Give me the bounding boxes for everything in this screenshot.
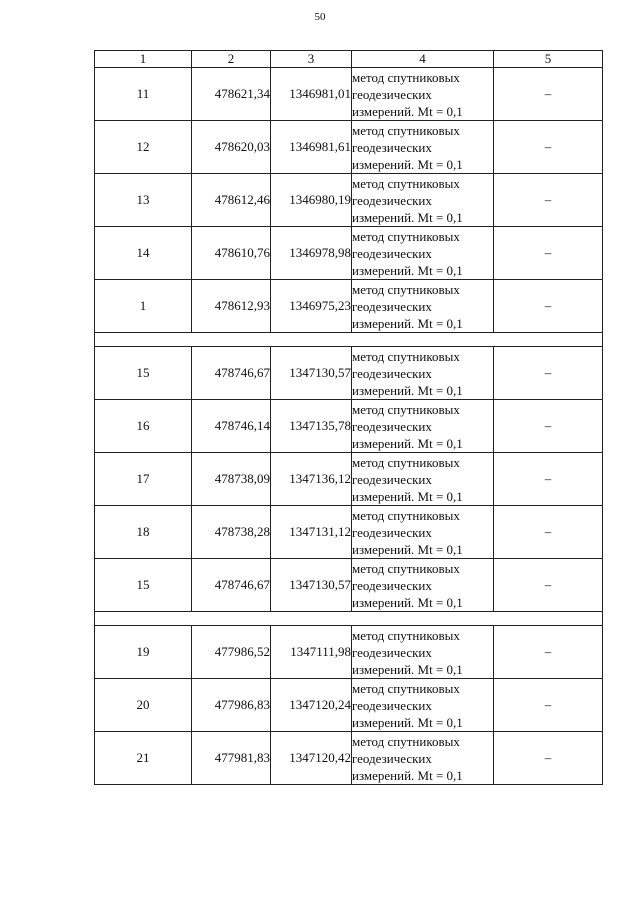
coordinate-x-cell: 478746,67 bbox=[192, 559, 271, 612]
method-line: измерений. Mt = 0,1 bbox=[352, 209, 463, 225]
point-number-cell: 19 bbox=[95, 626, 192, 679]
method-cell bbox=[352, 732, 494, 785]
note-cell: – bbox=[494, 227, 603, 280]
table-row bbox=[95, 679, 603, 732]
method-line: геодезических bbox=[352, 365, 432, 381]
coordinate-y-cell: 1346981,61 bbox=[271, 121, 352, 174]
table-row bbox=[95, 626, 603, 679]
method-line: геодезических bbox=[352, 86, 432, 102]
coordinate-y-cell: 1347130,57 bbox=[271, 347, 352, 400]
header-col-1: 1 bbox=[95, 51, 192, 68]
point-number-cell: 18 bbox=[95, 506, 192, 559]
method-cell bbox=[352, 68, 494, 121]
method-line: измерений. Mt = 0,1 bbox=[352, 315, 463, 331]
point-number-cell: 15 bbox=[95, 347, 192, 400]
note-cell: – bbox=[494, 280, 603, 333]
page-number: 50 bbox=[314, 11, 326, 23]
coordinate-x-cell: 478612,46 bbox=[192, 174, 271, 227]
coordinate-x-cell: 478746,67 bbox=[192, 347, 271, 400]
coordinate-y-cell: 1347135,78 bbox=[271, 400, 352, 453]
header-col-4: 4 bbox=[352, 51, 494, 68]
method-cell bbox=[352, 227, 494, 280]
table-row bbox=[95, 174, 603, 227]
table-row bbox=[95, 453, 603, 506]
note-cell: – bbox=[494, 506, 603, 559]
method-line: измерений. Mt = 0,1 bbox=[352, 661, 463, 677]
method-line: метод спутниковых bbox=[352, 69, 460, 85]
note-cell: – bbox=[494, 174, 603, 227]
method-line: измерений. Mt = 0,1 bbox=[352, 714, 463, 730]
point-number-cell: 20 bbox=[95, 679, 192, 732]
note-cell: – bbox=[494, 400, 603, 453]
method-line: геодезических bbox=[352, 418, 432, 434]
note-cell: – bbox=[494, 347, 603, 400]
header-col-2: 2 bbox=[192, 51, 271, 68]
method-line: измерений. Mt = 0,1 bbox=[352, 488, 463, 504]
coordinate-y-cell: 1347131,12 bbox=[271, 506, 352, 559]
method-line: метод спутниковых bbox=[352, 122, 460, 138]
method-cell bbox=[352, 400, 494, 453]
method-line: метод спутниковых bbox=[352, 401, 460, 417]
method-cell bbox=[352, 626, 494, 679]
coordinate-x-cell: 477986,83 bbox=[192, 679, 271, 732]
method-line: метод спутниковых bbox=[352, 560, 460, 576]
separator-cell bbox=[95, 612, 603, 626]
method-line: измерений. Mt = 0,1 bbox=[352, 767, 463, 783]
note-cell: – bbox=[494, 68, 603, 121]
coordinate-x-cell: 477986,52 bbox=[192, 626, 271, 679]
coordinate-x-cell: 477981,83 bbox=[192, 732, 271, 785]
point-number-cell: 12 bbox=[95, 121, 192, 174]
coordinates-table bbox=[94, 50, 603, 785]
method-line: измерений. Mt = 0,1 bbox=[352, 156, 463, 172]
method-line: геодезических bbox=[352, 139, 432, 155]
method-line: геодезических bbox=[352, 298, 432, 314]
method-cell bbox=[352, 280, 494, 333]
section-separator-row bbox=[95, 333, 603, 347]
note-cell: – bbox=[494, 679, 603, 732]
coordinate-y-cell: 1346978,98 bbox=[271, 227, 352, 280]
method-line: метод спутниковых bbox=[352, 348, 460, 364]
coordinate-x-cell: 478612,93 bbox=[192, 280, 271, 333]
coordinate-y-cell: 1347111,98 bbox=[271, 626, 352, 679]
method-line: измерений. Mt = 0,1 bbox=[352, 435, 463, 451]
method-cell bbox=[352, 121, 494, 174]
point-number-cell: 16 bbox=[95, 400, 192, 453]
header-col-3: 3 bbox=[271, 51, 352, 68]
method-line: измерений. Mt = 0,1 bbox=[352, 262, 463, 278]
coordinate-x-cell: 478738,09 bbox=[192, 453, 271, 506]
point-number-cell: 11 bbox=[95, 68, 192, 121]
method-line: измерений. Mt = 0,1 bbox=[352, 541, 463, 557]
table-header-row bbox=[95, 51, 603, 68]
method-line: метод спутниковых bbox=[352, 228, 460, 244]
table-row bbox=[95, 227, 603, 280]
point-number-cell: 13 bbox=[95, 174, 192, 227]
method-line: измерений. Mt = 0,1 bbox=[352, 594, 463, 610]
note-cell: – bbox=[494, 559, 603, 612]
table-row bbox=[95, 347, 603, 400]
note-cell: – bbox=[494, 121, 603, 174]
method-line: геодезических bbox=[352, 245, 432, 261]
point-number-cell: 21 bbox=[95, 732, 192, 785]
coordinate-x-cell: 478738,28 bbox=[192, 506, 271, 559]
method-line: метод спутниковых bbox=[352, 454, 460, 470]
header-col-5: 5 bbox=[494, 51, 603, 68]
separator-cell bbox=[95, 333, 603, 347]
method-line: геодезических bbox=[352, 750, 432, 766]
method-cell bbox=[352, 679, 494, 732]
table-row bbox=[95, 506, 603, 559]
method-line: геодезических bbox=[352, 192, 432, 208]
method-cell bbox=[352, 453, 494, 506]
method-line: геодезических bbox=[352, 644, 432, 660]
note-cell: – bbox=[494, 732, 603, 785]
method-cell bbox=[352, 506, 494, 559]
table-row bbox=[95, 732, 603, 785]
method-line: геодезических bbox=[352, 577, 432, 593]
coordinate-y-cell: 1347136,12 bbox=[271, 453, 352, 506]
coordinate-y-cell: 1347120,42 bbox=[271, 732, 352, 785]
method-cell bbox=[352, 347, 494, 400]
section-separator-row bbox=[95, 612, 603, 626]
method-line: геодезических bbox=[352, 471, 432, 487]
coordinate-x-cell: 478610,76 bbox=[192, 227, 271, 280]
table-row bbox=[95, 280, 603, 333]
note-cell: – bbox=[494, 626, 603, 679]
point-number-cell: 17 bbox=[95, 453, 192, 506]
method-cell bbox=[352, 559, 494, 612]
coordinate-y-cell: 1346980,19 bbox=[271, 174, 352, 227]
table-row bbox=[95, 400, 603, 453]
point-number-cell: 15 bbox=[95, 559, 192, 612]
coordinate-y-cell: 1347130,57 bbox=[271, 559, 352, 612]
coordinate-y-cell: 1346975,23 bbox=[271, 280, 352, 333]
coordinate-y-cell: 1347120,24 bbox=[271, 679, 352, 732]
coordinate-x-cell: 478746,14 bbox=[192, 400, 271, 453]
point-number-cell: 14 bbox=[95, 227, 192, 280]
method-line: геодезических bbox=[352, 697, 432, 713]
method-line: метод спутниковых bbox=[352, 175, 460, 191]
method-line: измерений. Mt = 0,1 bbox=[352, 103, 463, 119]
table-row bbox=[95, 68, 603, 121]
method-cell bbox=[352, 174, 494, 227]
method-line: метод спутниковых bbox=[352, 627, 460, 643]
method-line: измерений. Mt = 0,1 bbox=[352, 382, 463, 398]
method-line: геодезических bbox=[352, 524, 432, 540]
table-row bbox=[95, 121, 603, 174]
note-cell: – bbox=[494, 453, 603, 506]
method-line: метод спутниковых bbox=[352, 733, 460, 749]
method-line: метод спутниковых bbox=[352, 281, 460, 297]
table-row bbox=[95, 559, 603, 612]
method-line: метод спутниковых bbox=[352, 507, 460, 523]
coordinate-x-cell: 478621,34 bbox=[192, 68, 271, 121]
coordinate-y-cell: 1346981,01 bbox=[271, 68, 352, 121]
point-number-cell: 1 bbox=[95, 280, 192, 333]
coordinate-x-cell: 478620,03 bbox=[192, 121, 271, 174]
method-line: метод спутниковых bbox=[352, 680, 460, 696]
table-body bbox=[95, 68, 603, 785]
